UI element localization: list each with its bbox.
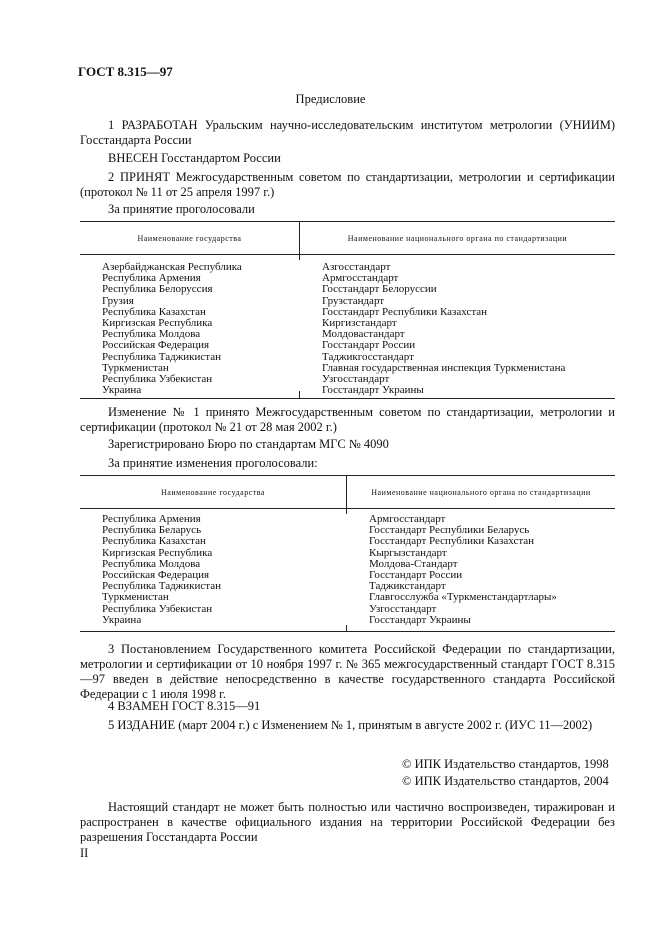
list-item: Республика Молдова [102, 557, 201, 570]
list-item: Республика Казахстан [102, 305, 206, 318]
list-item: Республика Армения [102, 272, 201, 285]
list-item: Республика Казахстан [102, 535, 206, 548]
paragraph-decree: 3 Постановлением Государственного комитета Российской Федерации по стандартизации, метрологии и сертификации от 10 ноября 1997 г. № 365 межгосударственный стандарт ГОСТ 8.315—97 введен в действие непосредственно в качестве государственного стандарта Российской Федерации с 1 июля 1998 г. [80, 642, 615, 701]
list-item: Азербайджанская Республика [102, 261, 242, 273]
list-item: Таджикстандарт [369, 580, 446, 593]
table-column-bodies [322, 262, 565, 396]
paragraph-adopted: 2 ПРИНЯТ Межгосударственным советом по стандартизации, метрологии и сертификации (протокол № 11 от 25 апреля 1997 г.) [80, 170, 615, 199]
table-header-state: Наименование государства [161, 487, 265, 497]
list-item: Главная государственная инспекция Туркменистана [322, 361, 566, 374]
page-title: Предисловие [295, 92, 366, 106]
list-item: Молдовастандарт [322, 328, 405, 341]
paragraph-developed: 1 РАЗРАБОТАН Уральским научно-исследовательским институтом метрологии (УНИИМ) Госстандарта России [80, 118, 615, 147]
list-item: Украина [102, 613, 142, 626]
list-item: Киргизская Республика [102, 546, 213, 559]
list-item: Республика Молдова [102, 328, 201, 341]
paragraph-edition: 5 ИЗДАНИЕ (март 2004 г.) с Изменением № 1, принятым в августе 2002 г. (ИУС 11—2002) [108, 718, 593, 732]
voting-table-1 [80, 221, 615, 399]
list-item: Госстандарт Украины [369, 613, 471, 626]
list-item: Туркменистан [102, 591, 169, 604]
list-item: Госстандарт Белоруссии [322, 283, 437, 296]
list-item: Российская Федерация [102, 569, 210, 582]
list-item: Республика Узбекистан [102, 602, 213, 615]
list-item: Кыргызстандарт [369, 546, 447, 559]
list-item: Госстандарт Республики Казахстан [322, 305, 488, 318]
table-header [80, 221, 615, 255]
list-item: Республика Таджикистан [102, 580, 221, 593]
list-item: Армгосстандарт [322, 272, 399, 285]
list-item: Таджикгосстандарт [322, 350, 414, 363]
paragraph-voted: За принятие проголосовали [108, 202, 255, 216]
table-column-bodies [369, 514, 557, 626]
copyright-2004: © ИПК Издательство стандартов, 2004 [402, 774, 609, 788]
paragraph-registered: Зарегистрировано Бюро по стандартам МГС № 4090 [108, 437, 389, 451]
list-item: Республика Армения [102, 513, 201, 525]
list-item: Республика Таджикистан [102, 350, 221, 363]
table-column-states [102, 514, 221, 626]
paragraph-notice: Настоящий стандарт не может быть полностью или частично воспроизведен, тиражирован и распространен в качестве официального издания на территории Российской Федерации без разрешения Госстандарта России [80, 800, 615, 844]
list-item: Госстандарт Республики Беларусь [369, 524, 530, 537]
paragraph-replaces: 4 ВЗАМЕН ГОСТ 8.315—91 [108, 699, 261, 713]
list-item: Туркменистан [102, 361, 169, 374]
list-item: Госстандарт России [322, 339, 416, 352]
page-number: II [80, 846, 89, 860]
list-item: Госстандарт России [369, 569, 463, 582]
list-item: Российская Федерация [102, 339, 210, 352]
list-item: Главгосслужба «Туркменстандартлары» [369, 591, 557, 604]
list-item: Киргизстандарт [322, 317, 397, 330]
paragraph-change: Изменение № 1 принято Межгосударственным советом по стандартизации, метрологии и сертификации (протокол № 21 от 28 мая 2002 г.) [80, 405, 615, 434]
table-header-state: Наименование государства [137, 233, 242, 243]
list-item: Киргизская Республика [102, 317, 213, 330]
table-header-body: Наименование национального органа по стандартизации [347, 233, 568, 243]
copyright-1998: © ИПК Издательство стандартов, 1998 [402, 757, 609, 771]
table-header [80, 475, 615, 509]
table-header-body: Наименование национального органа по стандартизации [371, 487, 591, 497]
list-item: Армгосстандарт [369, 513, 446, 525]
list-item: Молдова-Стандарт [369, 557, 458, 570]
list-item: Республика Узбекистан [102, 373, 213, 386]
list-item: Республика Беларусь [102, 524, 202, 537]
list-item: Госстандарт Украины [322, 384, 424, 397]
paragraph-change-voted: За принятие изменения проголосовали: [108, 456, 318, 470]
list-item: Госстандарт Республики Казахстан [369, 535, 535, 548]
list-item: Грузия [102, 294, 134, 307]
list-item: Азгосстандарт [322, 261, 391, 273]
list-item: Республика Белоруссия [102, 283, 213, 296]
list-item: Узгосстандарт [369, 602, 437, 615]
table-column-states [102, 262, 242, 396]
voting-table-2 [80, 475, 615, 632]
list-item: Грузстандарт [322, 294, 385, 307]
paragraph-introduced: ВНЕСЕН Госстандартом России [108, 151, 281, 165]
list-item: Узгосстандарт [322, 373, 390, 386]
list-item: Украина [102, 384, 142, 397]
document-id: ГОСТ 8.315—97 [78, 64, 173, 79]
